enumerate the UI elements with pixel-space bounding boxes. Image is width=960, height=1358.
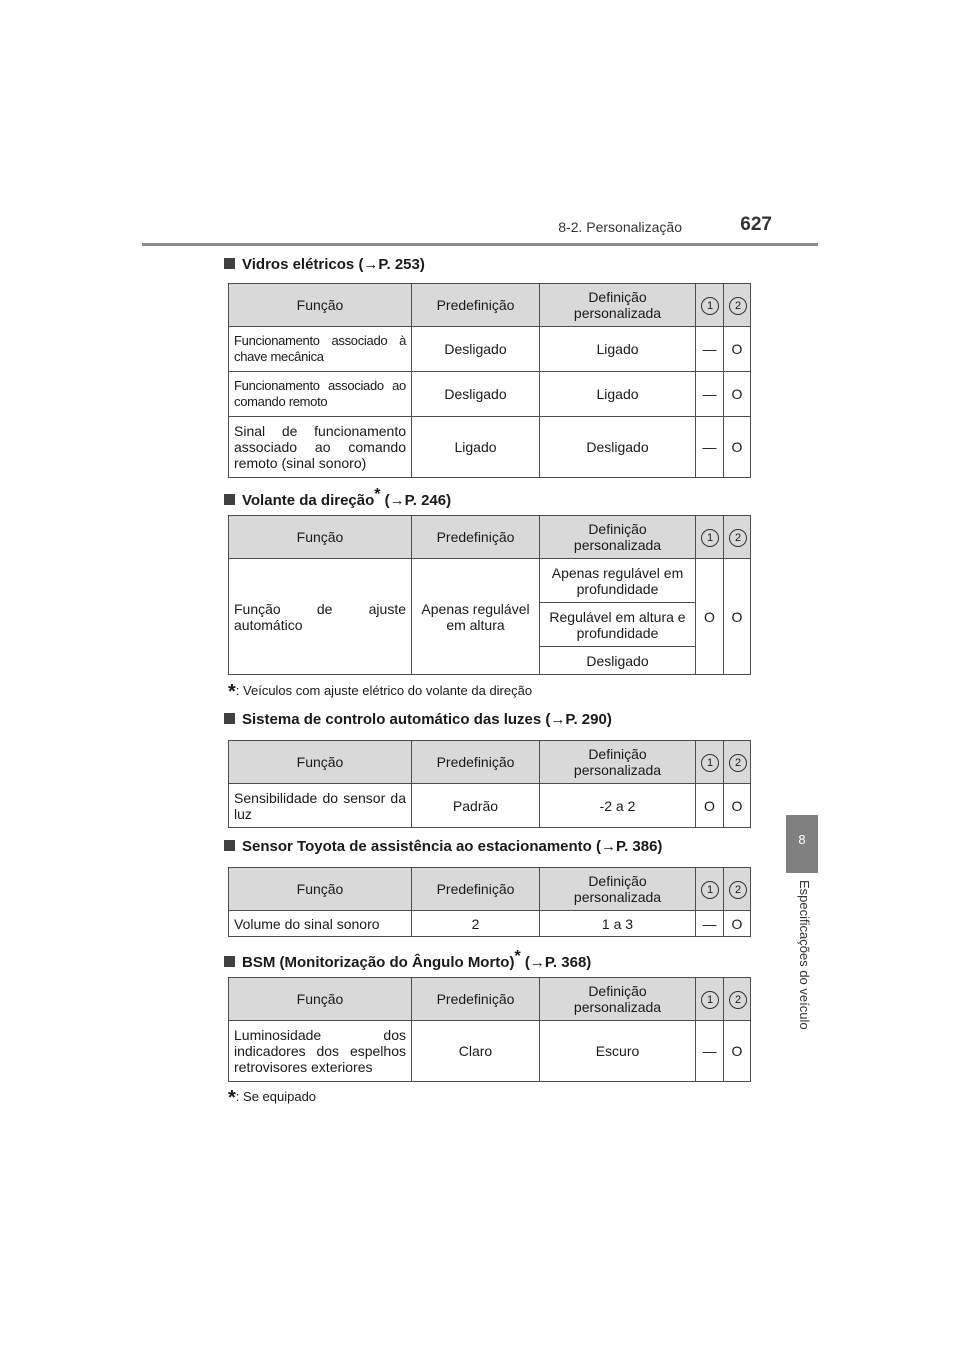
circled-1-icon: 1 — [701, 991, 719, 1009]
cell-funcao: Função de ajuste automático — [229, 559, 412, 675]
cell-definicao: Desligado — [540, 647, 696, 675]
cell-predefinicao: Ligado — [412, 417, 540, 478]
table-power-windows — [228, 283, 751, 478]
col-header-definicao: Definição personalizada — [540, 516, 696, 559]
table-row — [229, 327, 751, 372]
chapter-tab-label: Especificações do veículo — [797, 880, 812, 1030]
col-header-definicao: Definição personalizada — [540, 978, 696, 1021]
square-bullet-icon — [224, 956, 235, 967]
col-header-predefinicao: Predefinição — [412, 868, 540, 911]
section-title-auto-lights: Sistema de controlo automático das luzes (→P. 290) — [224, 711, 612, 728]
footnote-steering: *: Veículos com ajuste elétrico do volante da direção — [228, 681, 533, 703]
circled-1-icon: 1 — [701, 529, 719, 547]
table-header-row — [229, 741, 751, 784]
col-header-funcao: Função — [229, 516, 412, 559]
cell-col1: O — [696, 784, 724, 828]
square-bullet-icon — [224, 840, 235, 851]
cell-col2: O — [724, 559, 751, 675]
table-header-row — [229, 284, 751, 327]
col-header-2 — [724, 741, 751, 784]
col-header-2 — [724, 516, 751, 559]
cell-col1: — — [696, 1021, 724, 1082]
col-header-funcao: Função — [229, 978, 412, 1021]
col-header-predefinicao: Predefinição — [412, 516, 540, 559]
running-header-section: 8-2. Personalização — [558, 219, 682, 235]
table-auto-lights — [228, 740, 751, 828]
col-header-definicao: Definição personalizada — [540, 868, 696, 911]
cell-funcao: Funcionamento associado ao comando remoto — [229, 372, 412, 417]
cell-definicao: -2 a 2 — [540, 784, 696, 828]
table-row — [229, 1021, 751, 1082]
table-row — [229, 784, 751, 828]
col-header-2 — [724, 978, 751, 1021]
footnote-bsm: *: Se equipado — [228, 1087, 317, 1109]
page-number: 627 — [740, 214, 772, 235]
cell-definicao: Ligado — [540, 327, 696, 372]
table-row — [229, 417, 751, 478]
cell-col1: — — [696, 911, 724, 937]
table-row — [229, 559, 751, 603]
cell-col1: — — [696, 327, 724, 372]
col-header-1 — [696, 978, 724, 1021]
cell-col2: O — [724, 372, 751, 417]
cell-col2: O — [724, 1021, 751, 1082]
table-header-row — [229, 868, 751, 911]
cell-col2: O — [724, 911, 751, 937]
table-bsm — [228, 977, 751, 1082]
cell-col2: O — [724, 784, 751, 828]
table-row — [229, 911, 751, 937]
cell-predefinicao: Claro — [412, 1021, 540, 1082]
table-header-row — [229, 516, 751, 559]
col-header-1 — [696, 868, 724, 911]
col-header-funcao: Função — [229, 284, 412, 327]
circled-2-icon: 2 — [729, 754, 747, 772]
cell-funcao: Sensibilidade do sensor da luz — [229, 784, 412, 828]
col-header-2 — [724, 284, 751, 327]
col-header-1 — [696, 516, 724, 559]
cell-col2: O — [724, 327, 751, 372]
cell-definicao: 1 a 3 — [540, 911, 696, 937]
cell-predefinicao: Desligado — [412, 327, 540, 372]
cell-funcao: Sinal de funcionamento associado ao comando remoto (sinal sonoro) — [229, 417, 412, 478]
header-rule — [142, 243, 818, 246]
square-bullet-icon — [224, 713, 235, 724]
cell-funcao: Volume do sinal sonoro — [229, 911, 412, 937]
col-header-1 — [696, 284, 724, 327]
col-header-predefinicao: Predefinição — [412, 741, 540, 784]
col-header-funcao: Função — [229, 741, 412, 784]
circled-1-icon: 1 — [701, 297, 719, 315]
cell-funcao: Luminosidade dos indicadores dos espelhos retrovisores exteriores — [229, 1021, 412, 1082]
col-header-definicao: Definição personalizada — [540, 741, 696, 784]
cell-definicao: Ligado — [540, 372, 696, 417]
cell-col1: O — [696, 559, 724, 675]
col-header-2 — [724, 868, 751, 911]
cell-predefinicao: 2 — [412, 911, 540, 937]
col-header-predefinicao: Predefinição — [412, 284, 540, 327]
table-header-row — [229, 978, 751, 1021]
cell-predefinicao: Padrão — [412, 784, 540, 828]
square-bullet-icon — [224, 258, 235, 269]
chapter-tab-number: 8 — [786, 815, 818, 873]
cell-funcao: Funcionamento associado à chave mecânica — [229, 327, 412, 372]
circled-1-icon: 1 — [701, 881, 719, 899]
cell-definicao: Apenas regulável em profundidade — [540, 559, 696, 603]
cell-definicao: Desligado — [540, 417, 696, 478]
circled-1-icon: 1 — [701, 754, 719, 772]
section-title-power-windows: Vidros elétricos (→P. 253) — [224, 256, 425, 273]
cell-definicao: Regulável em altura e profundidade — [540, 603, 696, 647]
cell-col2: O — [724, 417, 751, 478]
table-steering-wheel — [228, 515, 751, 675]
section-title-steering-wheel: Volante da direção* (→P. 246) — [224, 486, 451, 509]
table-row — [229, 372, 751, 417]
section-title-parking-sensor: Sensor Toyota de assistência ao estacionamento (→P. 386) — [224, 838, 662, 855]
cell-predefinicao: Apenas regulável em altura — [412, 559, 540, 675]
cell-col1: — — [696, 372, 724, 417]
col-header-definicao: Definição personalizada — [540, 284, 696, 327]
circled-2-icon: 2 — [729, 529, 747, 547]
cell-predefinicao: Desligado — [412, 372, 540, 417]
col-header-1 — [696, 741, 724, 784]
circled-2-icon: 2 — [729, 991, 747, 1009]
square-bullet-icon — [224, 494, 235, 505]
cell-definicao: Escuro — [540, 1021, 696, 1082]
section-title-bsm: BSM (Monitorização do Ângulo Morto)* (→P. 368) — [224, 948, 591, 971]
col-header-predefinicao: Predefinição — [412, 978, 540, 1021]
col-header-funcao: Função — [229, 868, 412, 911]
circled-2-icon: 2 — [729, 881, 747, 899]
circled-2-icon: 2 — [729, 297, 747, 315]
cell-col1: — — [696, 417, 724, 478]
table-parking-sensor — [228, 867, 751, 937]
